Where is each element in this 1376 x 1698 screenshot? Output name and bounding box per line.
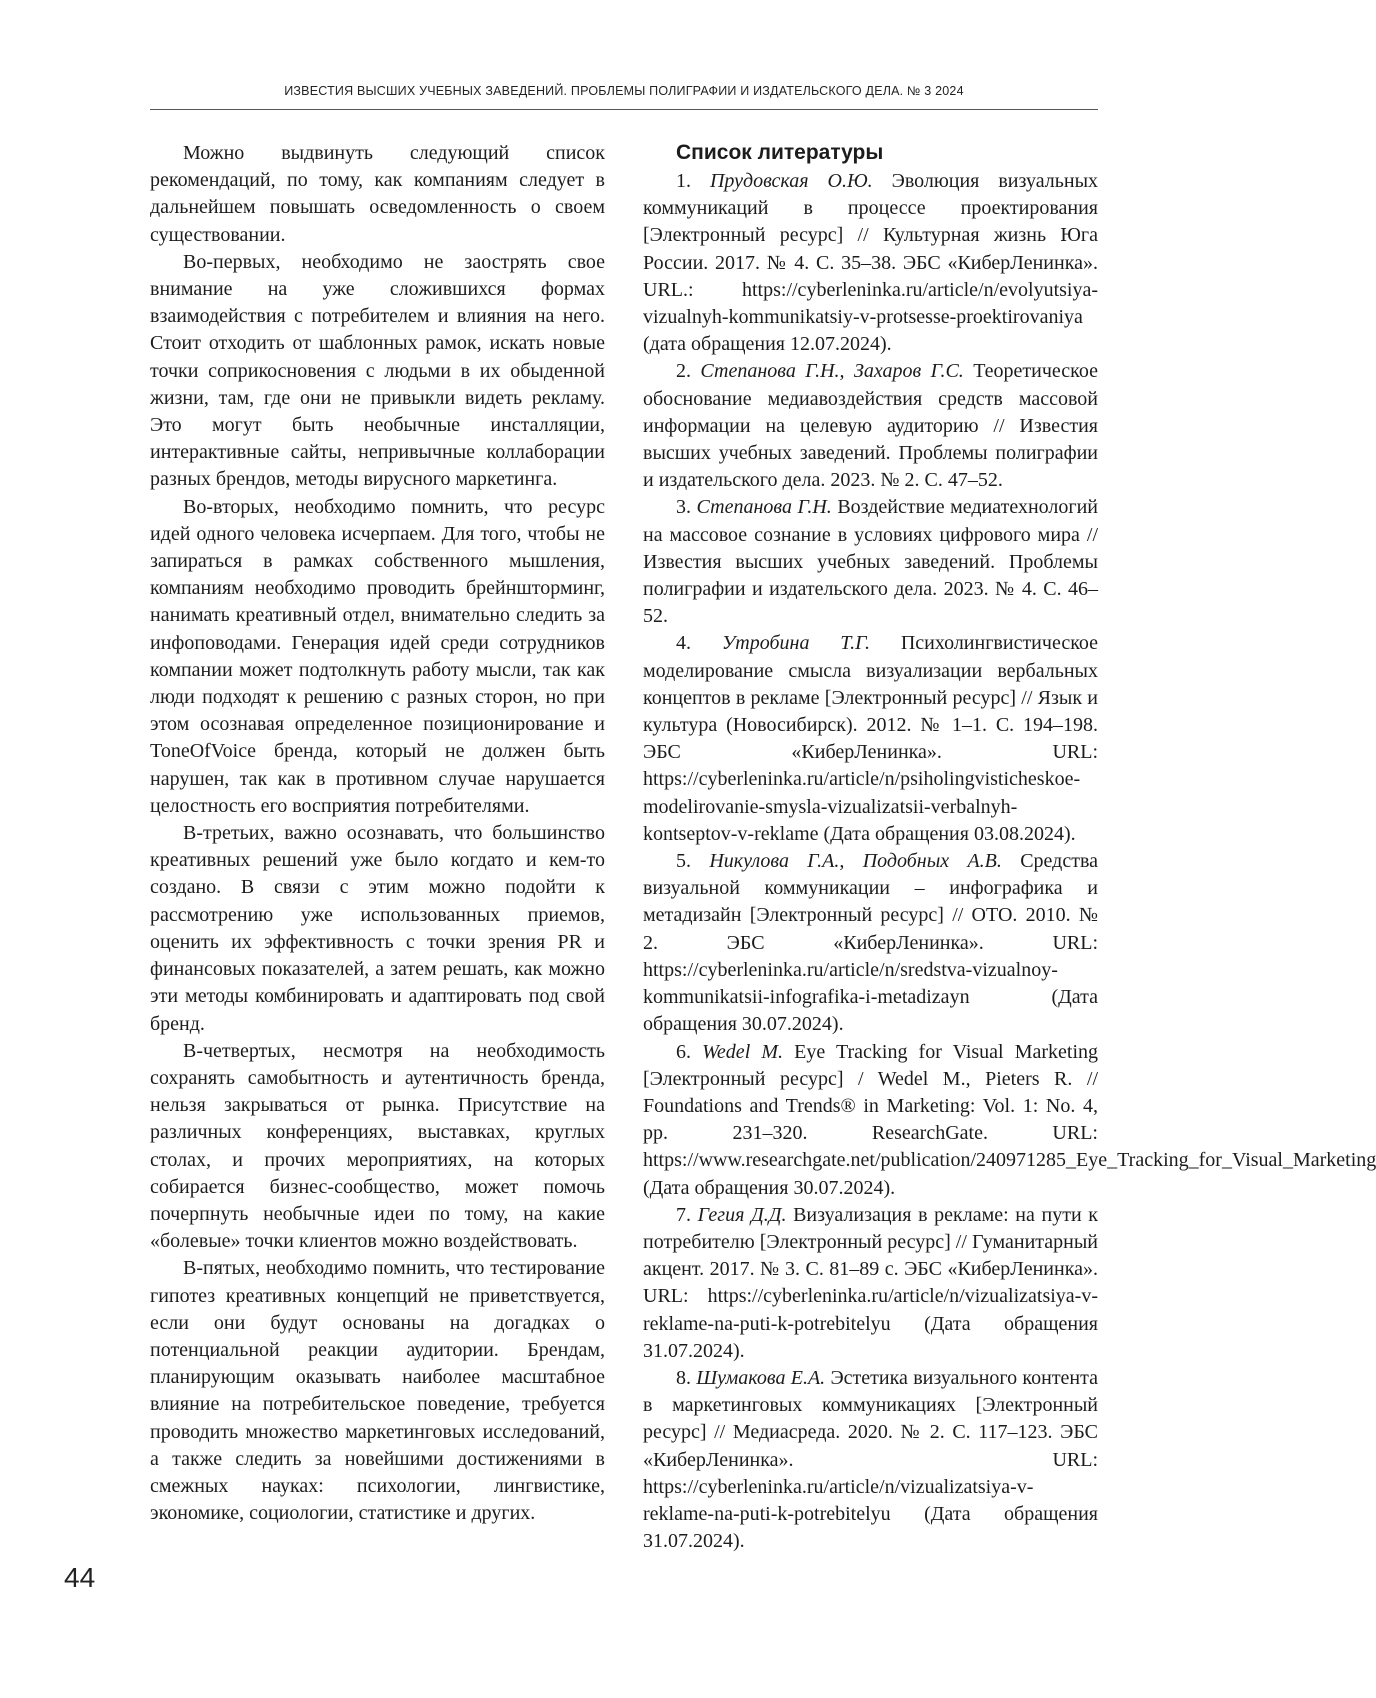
reference-text: Воздействие медиатехнологий на массовое сознание в условиях цифрового мира // Известия высших учебных заведений. Проблемы полиграфии и издательского дела. 2023. № 4. С. 46–52. <box>643 496 1099 628</box>
header-rule <box>150 109 1098 110</box>
reference-text: Эстетика визуального контента в маркетинговых коммуникациях [Электронный ресурс] // Медиасреда. 2020. № 2. С. 117–123. ЭБС «КиберЛенинка». URL: https://cyberleninka.ru/article/n/vizualizatsiya-v-reklame-na-puti-k-potrebitelyu (Дата обращения 31.07.2024). <box>643 1366 1098 1553</box>
running-header: ИЗВЕСТИЯ ВЫСШИХ УЧЕБНЫХ ЗАВЕДЕНИЙ. ПРОБЛЕМЫ ПОЛИГРАФИИ И ИЗДАТЕЛЬСКОГО ДЕЛА. № 3 2024 <box>284 84 964 98</box>
reference-number: 8. <box>676 1366 691 1389</box>
reference-item <box>643 358 1098 494</box>
reference-author: Wedel M. <box>702 1040 784 1063</box>
reference-item <box>643 168 1098 358</box>
reference-author: Гегия Д.Д. <box>697 1203 787 1226</box>
reference-author: Шумакова Е.А. <box>696 1366 826 1389</box>
reference-item <box>643 1039 1376 1202</box>
reference-number: 2. <box>676 360 691 383</box>
reference-author: Прудовская О.Ю. <box>709 170 873 192</box>
reference-author: Степанова Г.Н. <box>696 496 832 519</box>
body-paragraph: Во-первых, необходимо не заострять свое внимание на уже сложившихся формах взаимодействия с потребителем и влияния на него. Стоит отходить от шаблонных рамок, искать новые точки соприкосновения с людьми в их обыденной жизни, там, где они не привыкли видеть рекламу. Это могут быть необычные инсталляции, интерактивные сайты, непривычные коллаборации разных брендов, методы вирусного маркетинга. <box>150 250 605 491</box>
body-paragraph: Во-вторых, необходимо помнить, что ресурс идей одного человека исчерпаем. Для того, чтобы не запираться в рамках собственного мышления, компаниям необходимо проводить брейншторминг, нанимать креативный отдел, внимательно следить за инфоповодами. Генерация идей среди сотрудников компании может подтолкнуть работу мысли, так как люди подходят к решению с разных сторон, но при этом осознавая определенное позиционирование и ToneOfVoice бренда, который не должен быть нарушен, так как в противном случае нарушается целостность его восприятия потребителями. <box>150 495 605 817</box>
references-title: Список литературы <box>676 141 884 164</box>
reference-text: Eye Tracking for Visual Marketing [Электронный ресурс] / Wedel M., Pieters R. // Foundations and Trends® in Marketing: Vol. 1: No. 4, pp. 231–320. ResearchGate. URL: https://www.researchgate.net/publication/240971285_Eye_Tracking_for_Visual_Marketing (Дата обращения 30.07.2024). <box>643 1040 1376 1199</box>
body-paragraph: В-пятых, необходимо помнить, что тестирование гипотез креативных концепций не приветствуется, если они будут основаны на догадках о потенциальной реакции аудитории. Брендам, планирующим оказывать наиболее масштабное влияние на потребительское поведение, требуется проводить множество маркетинговых исследований, а также следить за новейшими достижениями в смежных науках: психологии, лингвистике, экономике, социологии, статистике и других. <box>150 1257 605 1525</box>
reference-number: 7. <box>676 1203 691 1226</box>
references-list <box>643 168 1376 1555</box>
body-paragraph: Можно выдвинуть следующий список рекомендаций, по тому, как компаниям следует в дальнейшем повышать осведомленность о своем существовании. <box>150 142 605 246</box>
reference-text: Эволюция визуальных коммуникаций в процессе проектирования [Электронный ресурс] // Культурная жизнь Юга России. 2017. № 4. С. 35–38. ЭБС «КиберЛенинка». URL.: https://cyberleninka.ru/article/n/evolyutsiya-vizualnyh-kommunikatsiy-v-protsesse-proektirovaniya (дата обращения 12.07.2024). <box>643 170 1099 356</box>
reference-number: 6. <box>676 1040 691 1063</box>
right-column <box>643 140 1376 1555</box>
reference-item <box>643 630 1098 848</box>
body-paragraph: В-четвертых, несмотря на необходимость сохранять самобытность и аутентичность бренда, нельзя закрываться от рынка. Присутствие на различных конференциях, выставках, круглых столах, и прочих мероприятиях, на которых собирается бизнес-сообщество, может помочь почерпнуть необычные идеи по тому, на какие «болевые» точки клиентов можно воздействовать. <box>150 1039 605 1253</box>
page-number: 44 <box>64 1562 96 1593</box>
reference-author: Степанова Г.Н., Захаров Г.С. <box>700 360 964 383</box>
reference-text: Средства визуальной коммуникации – инфографика и метадизайн [Электронный ресурс] // ОТО. 2010. № 2. ЭБС «КиберЛенинка». URL: https://cyberleninka.ru/article/n/sredstva-vizualnoy-kommunikatsii-infografika-i-metadizayn (Дата обращения 30.07.2024). <box>643 850 1099 1036</box>
reference-author: Никулова Г.А., Подобных А.В. <box>709 850 1002 873</box>
reference-item <box>643 1365 1098 1555</box>
reference-item <box>643 1202 1098 1365</box>
reference-number: 1. <box>676 170 691 192</box>
reference-author: Утробина Т.Г. <box>721 632 870 655</box>
reference-text: Визуализация в рекламе: на пути к потребителю [Электронный ресурс] // Гуманитарный акцент. 2017. № 3. С. 81–89 с. ЭБС «КиберЛенинка». URL: https://cyberleninka.ru/article/n/vizualizatsiya-v-reklame-na-puti-k-potrebitelyu (Дата обращения 31.07.2024). <box>643 1203 1098 1362</box>
reference-text: Теоретическое обоснование медиавоздействия средств массовой информации на целевую аудиторию // Известия высших учебных заведений. Проблемы полиграфии и издательского дела. 2023. № 2. С. 47–52. <box>643 360 1099 492</box>
reference-number: 4. <box>676 632 691 655</box>
reference-item <box>643 848 1098 1038</box>
reference-item <box>643 494 1098 630</box>
reference-number: 3. <box>676 496 691 519</box>
body-paragraph: В-третьих, важно осознавать, что большинство креативных решений уже было когдато и кем-то создано. В связи с этим можно подойти к рассмотрению уже использованных приемов, оценить их эффективность с точки зрения PR и финансовых показателей, а затем решать, как можно эти методы комбинировать и адаптировать под свой бренд. <box>150 822 605 1035</box>
reference-number: 5. <box>676 850 691 873</box>
reference-text: Психолингвистическое моделирование смысла визуализации вербальных концептов в рекламе [Электронный ресурс] // Язык и культура (Новосибирск). 2012. № 1–1. С. 194–198. ЭБС «КиберЛенинка». URL: https://cyberleninka.ru/article/n/psiholingvisticheskoe-modelirovanie-smysla-vizualizatsii-verbalnyh-kontseptov-v-reklame (Дата обращения 03.08.2024). <box>643 632 1099 845</box>
left-column <box>150 140 605 1527</box>
